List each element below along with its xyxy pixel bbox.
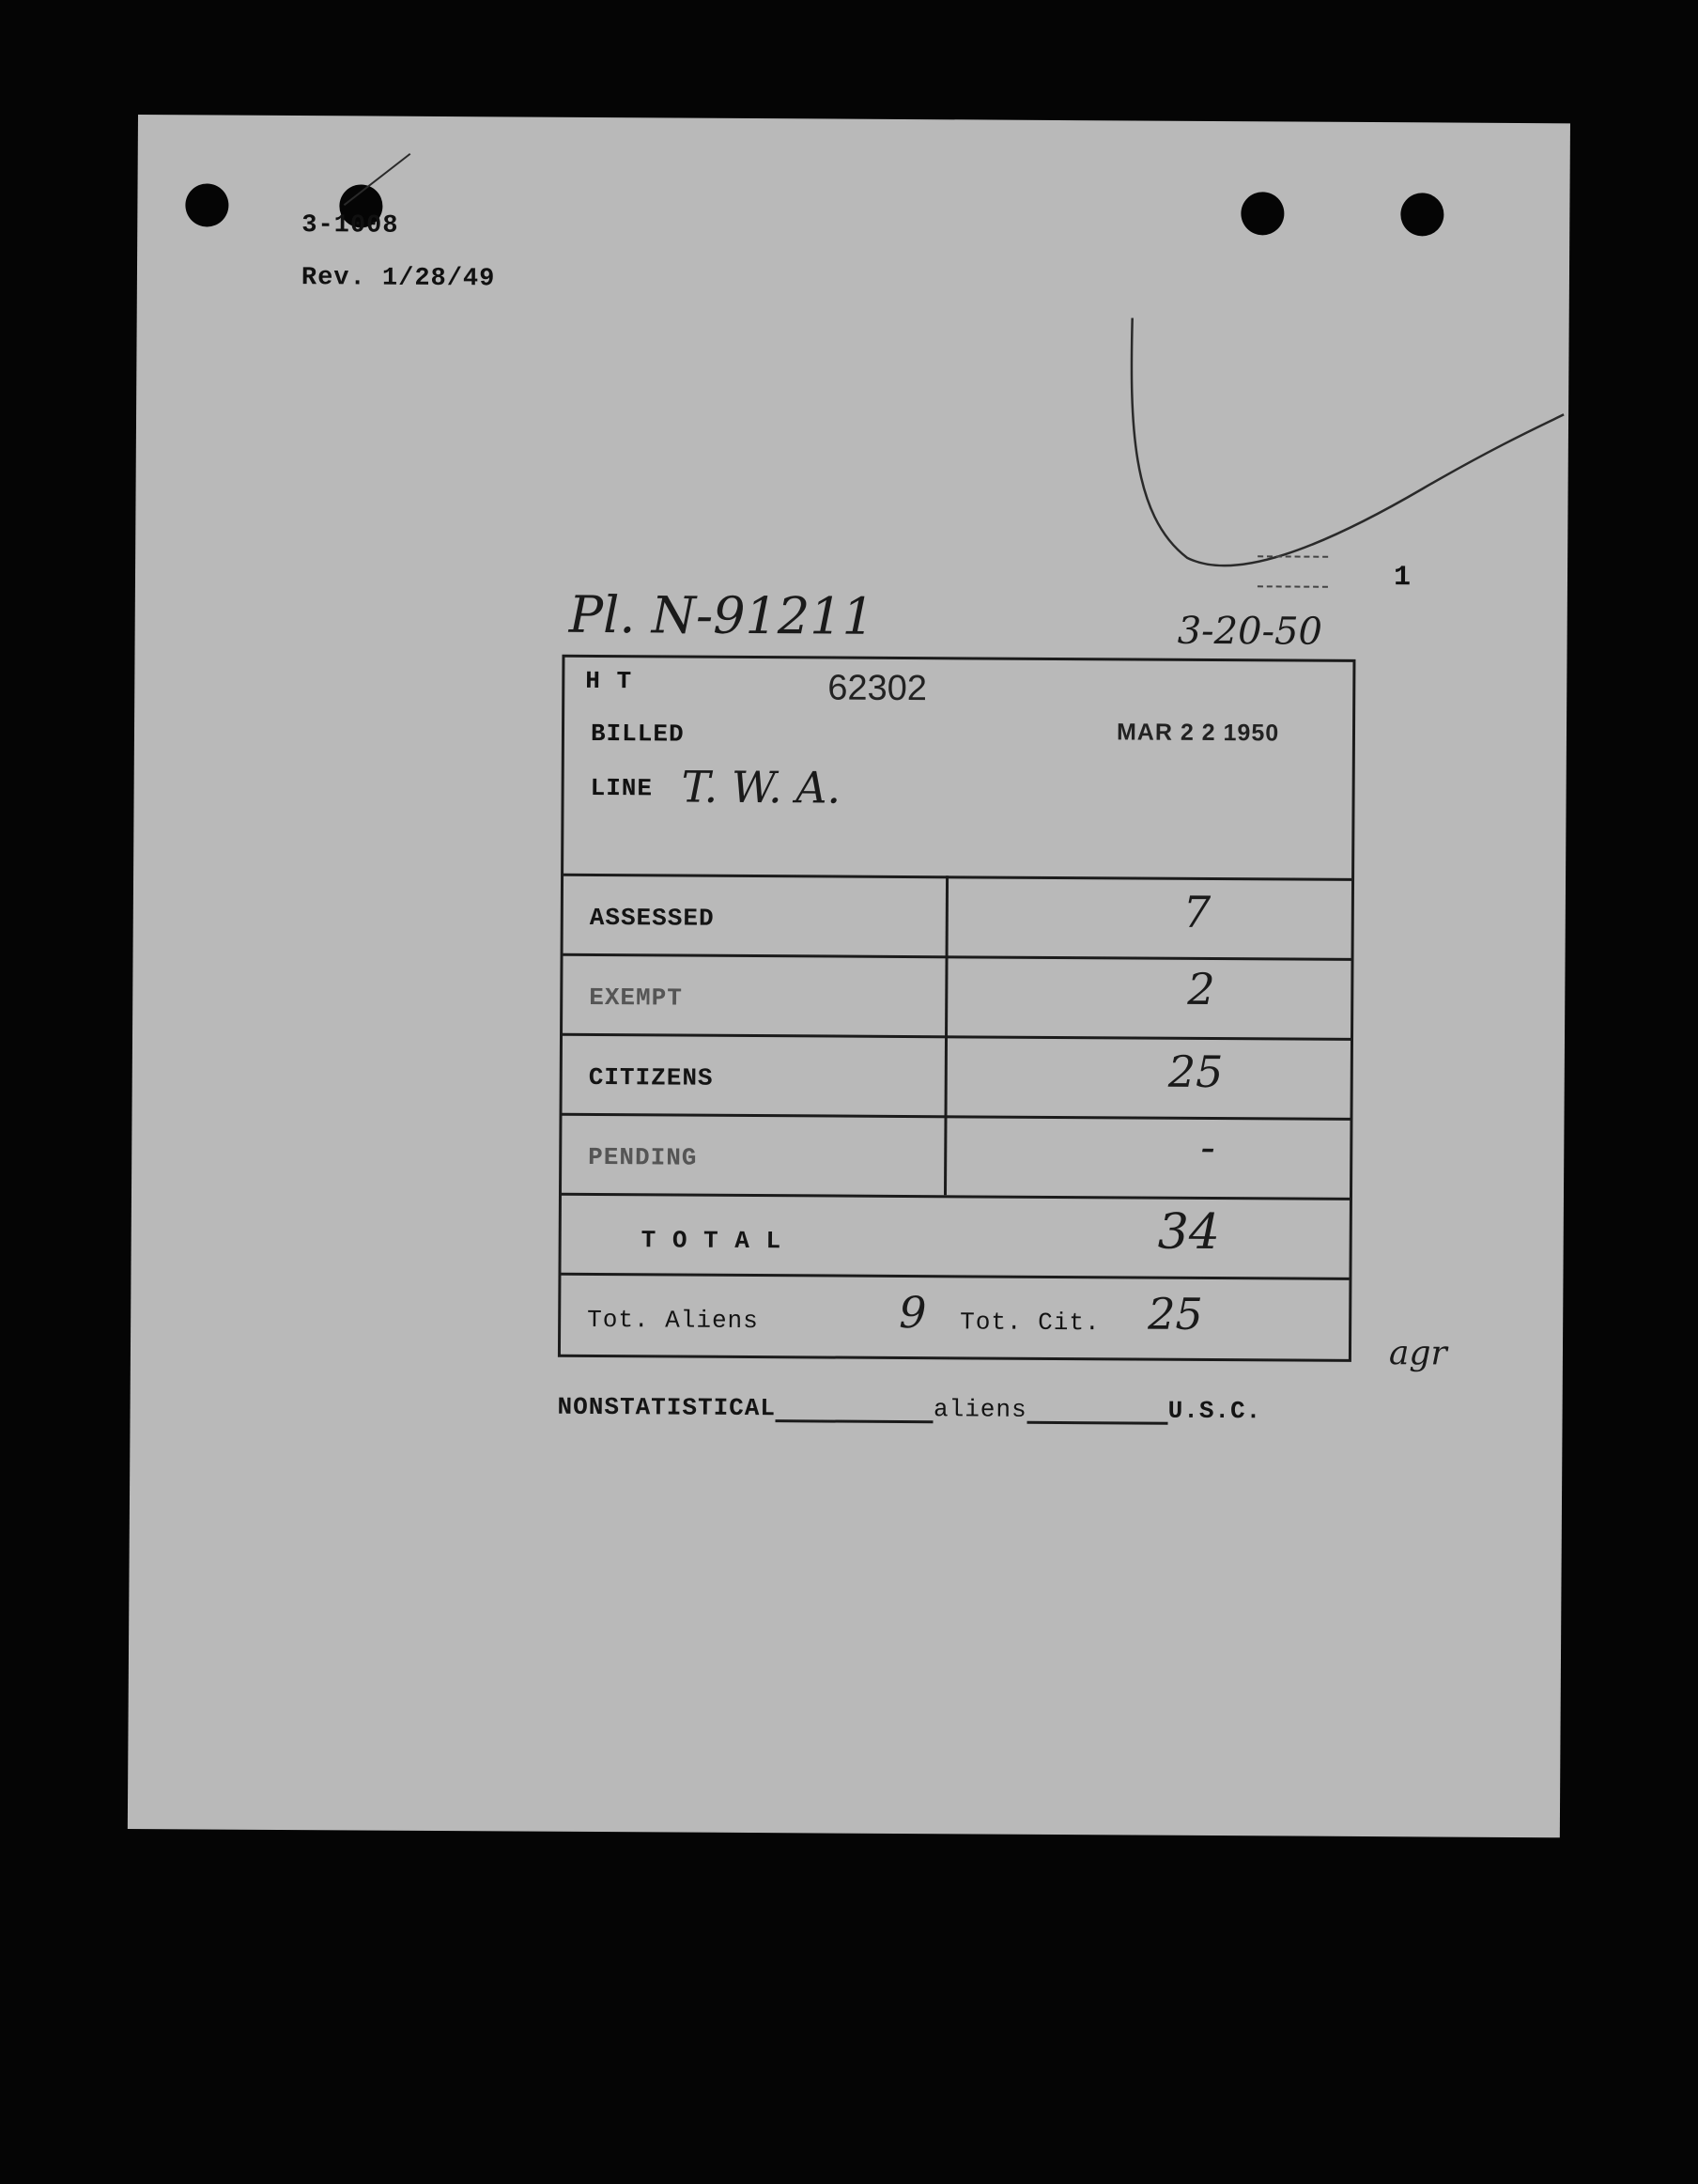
aliens-label: aliens [933,1395,1027,1424]
usc-blank [1027,1421,1168,1425]
ht-label: H T [585,666,633,696]
tot-aliens-label: Tot. Aliens [587,1305,759,1336]
revision-date: Rev. 1/28/49 [301,264,496,294]
handwritten-date: 3-20-50 [1177,609,1323,654]
pending-label: PENDING [588,1142,698,1172]
corner-page-mark: 1 [1393,562,1412,595]
pen-stroke-mark [135,115,1570,593]
tot-cit-label: Tot. Cit. [960,1308,1101,1338]
total-value: 34 [1157,1203,1221,1262]
handwritten-reference: Pl. N-91211 [568,584,875,646]
nonstatistical-line [558,1393,1262,1426]
total-label: T O T A L [641,1226,782,1256]
billed-date-stamp: MAR 2 2 1950 [1116,719,1280,747]
handwritten-initials: agr [1388,1334,1447,1373]
citizens-value: 25 [1167,1046,1224,1098]
statistics-form [558,655,1356,1362]
assessed-label: ASSESSED [589,903,715,933]
pending-value: - [1200,1121,1216,1173]
assessed-value: 7 [1182,886,1212,937]
form-number: 3-1008 [301,211,399,240]
aliens-blank [776,1419,934,1423]
tot-cit-value: 25 [1148,1288,1203,1340]
exempt-label: EXEMPT [589,983,683,1013]
usc-label: U.S.C. [1167,1396,1262,1426]
tot-aliens-value: 9 [899,1286,927,1339]
exempt-value: 2 [1187,963,1215,1015]
document-page [128,115,1570,1837]
citizens-label: CITIZENS [588,1062,714,1092]
nonstatistical-label: NONSTATISTICAL [557,1392,777,1423]
corner-dash-marks [1258,555,1328,587]
line-label: LINE [590,773,654,803]
line-value: T. W. A. [681,761,841,813]
billed-label: BILLED [590,719,685,749]
ht-number: 62302 [827,668,928,709]
